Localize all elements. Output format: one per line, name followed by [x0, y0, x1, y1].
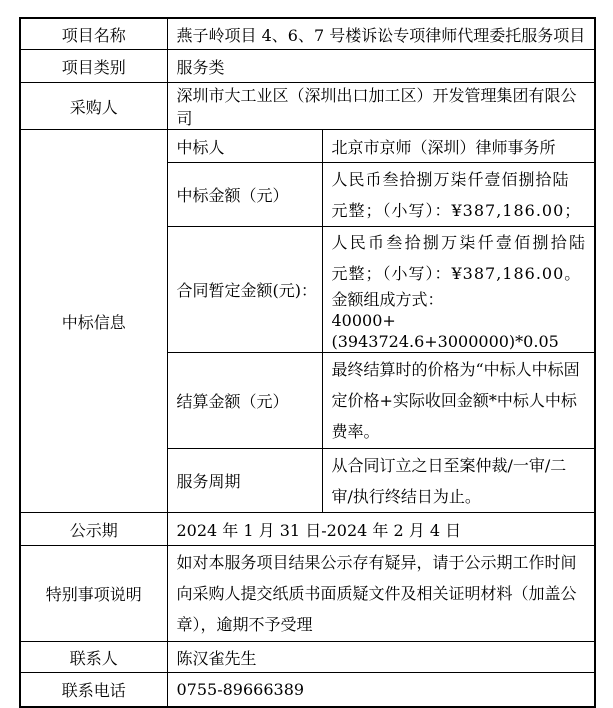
row-purchaser — [20, 83, 595, 130]
contact-person-label: 联系人 — [20, 642, 167, 673]
contact-phone-value: 0755-89666389 — [167, 673, 595, 708]
contact-person-value: 陈汉雀先生 — [167, 642, 595, 673]
contract-amount-formula: 40000+(3943724.6+3000000)*0.05 — [331, 311, 559, 351]
row-publicity-period — [20, 513, 595, 546]
publicity-period-label: 公示期 — [20, 513, 167, 546]
service-period-label: 服务周期 — [167, 449, 322, 513]
row-contact-person — [20, 642, 595, 673]
bid-winner-label: 中标人 — [167, 130, 322, 163]
project-name-value: 燕子岭项目 4、6、7 号楼诉讼专项律师代理委托服务项目 — [167, 18, 595, 50]
publicity-period-value: 2024 年 1 月 31 日-2024 年 2 月 4 日 — [167, 513, 595, 546]
project-name-label: 项目名称 — [20, 18, 167, 50]
row-special-notes — [20, 546, 595, 642]
contract-amount-value-cn: 人民币叁拾捌万柒仟壹佰捌拾陆元整；（小写）：¥387,186.00。 — [331, 233, 586, 283]
bid-winner-value: 北京市京师（深圳）律师事务所 — [322, 130, 595, 163]
bid-amount-value: 人民币叁拾捌万柒仟壹佰捌拾陆元整；（小写）：¥387,186.00； — [322, 163, 595, 227]
row-contact-phone — [20, 673, 595, 708]
row-project-name — [20, 18, 595, 50]
bid-info-label: 中标信息 — [20, 130, 167, 513]
bid-announcement-table — [19, 17, 596, 708]
contract-amount-note-label: 金额组成方式： — [331, 290, 444, 309]
settlement-amount-label: 结算金额（元） — [167, 353, 322, 449]
service-period-value: 从合同订立之日至案仲裁/一审/二审/执行终结日为止。 — [322, 449, 595, 513]
contact-phone-label: 联系电话 — [20, 673, 167, 708]
project-type-label: 项目类别 — [20, 50, 167, 83]
special-notes-value: 如对本服务项目结果公示存有疑异，请于公示期工作时间向采购人提交纸质书面质疑文件及相关证明材料（加盖公章），逾期不予受理 — [167, 546, 595, 642]
project-type-value: 服务类 — [167, 50, 595, 83]
contract-amount-value — [322, 227, 595, 353]
contract-amount-label: 合同暂定金额(元)： — [167, 227, 322, 353]
bid-amount-label: 中标金额（元） — [167, 163, 322, 227]
row-project-type — [20, 50, 595, 83]
purchaser-label: 采购人 — [20, 83, 167, 130]
purchaser-value: 深圳市大工业区（深圳出口加工区）开发管理集团有限公司 — [167, 83, 595, 130]
settlement-amount-value: 最终结算时的价格为“中标人中标固定价格+实际收回金额*中标人中标费率。 — [322, 353, 595, 449]
row-bid-winner — [20, 130, 595, 163]
special-notes-label: 特别事项说明 — [20, 546, 167, 642]
